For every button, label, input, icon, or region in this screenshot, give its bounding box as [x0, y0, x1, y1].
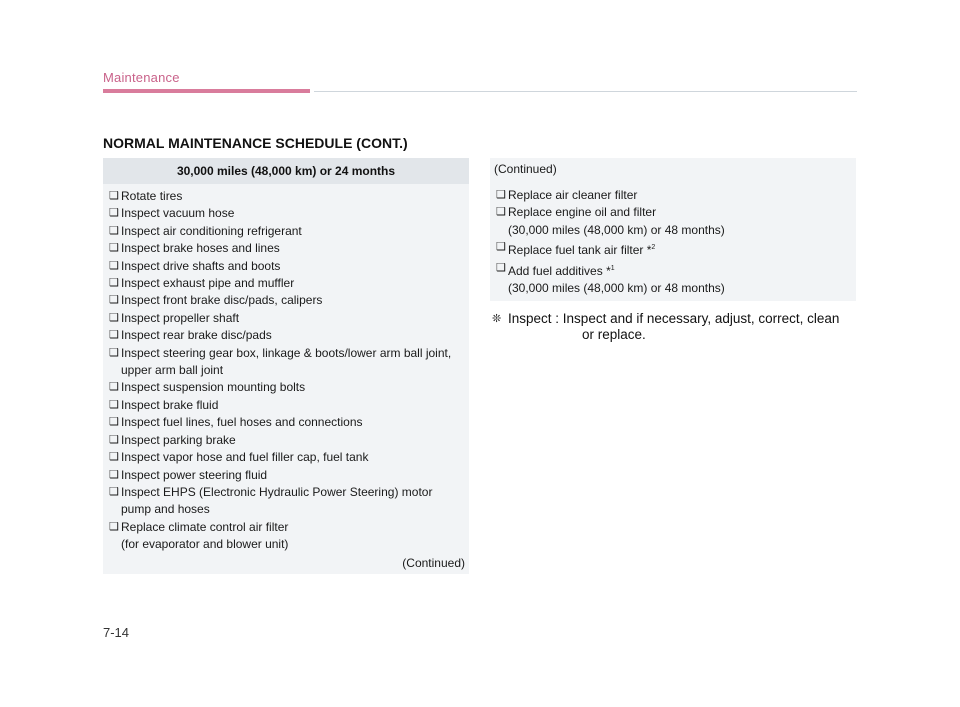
- checkbox-icon: ❑: [109, 433, 119, 446]
- list-item: ❑ Inspect vapor hose and fuel filler cap, fuel tank: [109, 449, 463, 466]
- checkbox-icon: ❑: [109, 259, 119, 272]
- list-item: [496, 204, 850, 239]
- list-item: ❑ Inspect front brake disc/pads, calipers: [109, 292, 463, 309]
- schedule-panel-continued: [490, 158, 856, 301]
- checkbox-icon: ❑: [496, 261, 506, 274]
- checkbox-icon: ❑: [109, 381, 119, 394]
- list-item: ❑ Inspect suspension mounting bolts: [109, 379, 463, 396]
- item-detail: (for evaporator and blower unit): [121, 537, 289, 552]
- note-term: Inspect :: [508, 311, 560, 326]
- continued-label: (Continued): [494, 162, 557, 176]
- list-item: ❑ Inspect parking brake: [109, 432, 463, 449]
- list-item: ❑ Inspect EHPS (Electronic Hydraulic Power Steering) motor pump and hoses: [109, 484, 463, 519]
- checkbox-icon: ❑: [109, 242, 119, 255]
- item-label: Replace engine oil and filter: [508, 205, 657, 220]
- checkbox-icon: ❑: [496, 206, 506, 219]
- checkbox-icon: ❑: [109, 346, 119, 359]
- note-asterisk-icon: ❊: [492, 313, 502, 325]
- list-item: [496, 239, 850, 259]
- item-detail: (30,000 miles (48,000 km) or 48 months): [508, 222, 725, 237]
- list-item: ❑ Replace air cleaner filter: [496, 187, 850, 204]
- checkbox-icon: ❑: [109, 190, 119, 202]
- continued-label: (Continued): [402, 556, 465, 570]
- footnote-marker: 1: [610, 264, 615, 272]
- list-item: ❑ Inspect exhaust pipe and muffler: [109, 275, 463, 292]
- note-definition-continued: or replace.: [582, 327, 646, 342]
- checkbox-icon: ❑: [109, 485, 119, 498]
- list-item: ❑ Inspect air conditioning refrigerant: [109, 223, 463, 240]
- checkbox-icon: ❑: [109, 277, 119, 290]
- page-title: NORMAL MAINTENANCE SCHEDULE (CONT.): [103, 135, 408, 151]
- checkbox-icon: ❑: [496, 241, 506, 254]
- list-item: ❑ Inspect vacuum hose: [109, 205, 463, 222]
- list-item: ❑ Rotate tires: [109, 188, 463, 205]
- list-item: ❑ Inspect power steering fluid: [109, 467, 463, 484]
- list-item: ❑ Inspect fuel lines, fuel hoses and connections: [109, 414, 463, 431]
- inspect-definition-note: [492, 311, 862, 343]
- schedule-panel-30000: [103, 158, 469, 574]
- list-item: ❑ Inspect propeller shaft: [109, 310, 463, 327]
- schedule-heading: 30,000 miles (48,000 km) or 24 months: [103, 158, 469, 184]
- item-label: Replace climate control air filter: [121, 519, 289, 534]
- list-item: ❑ Inspect steering gear box, linkage & boots/lower arm ball joint, upper arm ball joint: [109, 345, 463, 380]
- item-label: Add fuel additives *: [508, 263, 611, 278]
- checkbox-icon: ❑: [109, 207, 119, 220]
- list-item: ❑ Inspect brake fluid: [109, 397, 463, 414]
- checkbox-icon: ❑: [109, 329, 119, 342]
- checkbox-icon: ❑: [109, 311, 119, 324]
- checkbox-icon: ❑: [109, 451, 119, 464]
- section-label: Maintenance: [103, 70, 180, 85]
- item-detail: (30,000 miles (48,000 km) or 48 months): [508, 281, 725, 296]
- note-definition: Inspect and if necessary, adjust, correct, clean: [562, 311, 840, 326]
- checkbox-icon: ❑: [109, 294, 119, 307]
- list-item: ❑ Inspect brake hoses and lines: [109, 240, 463, 257]
- checkbox-icon: ❑: [109, 224, 119, 237]
- checkbox-icon: ❑: [109, 416, 119, 429]
- checkbox-icon: ❑: [496, 189, 506, 201]
- checkbox-icon: ❑: [109, 398, 119, 411]
- footnote-marker: 2: [651, 244, 656, 252]
- page-number: 7-14: [103, 625, 130, 640]
- item-label: Replace fuel tank air filter *: [508, 243, 652, 258]
- checkbox-icon: ❑: [109, 468, 119, 481]
- list-item: ❑ Inspect rear brake disc/pads: [109, 327, 463, 344]
- checklist: [490, 158, 856, 297]
- checkbox-icon: ❑: [109, 520, 119, 533]
- header-divider: [314, 91, 857, 92]
- checklist: [103, 184, 469, 554]
- header-accent-rule: [103, 89, 310, 93]
- list-item: [496, 260, 850, 298]
- list-item: ❑ Inspect drive shafts and boots: [109, 258, 463, 275]
- list-item: [109, 519, 463, 554]
